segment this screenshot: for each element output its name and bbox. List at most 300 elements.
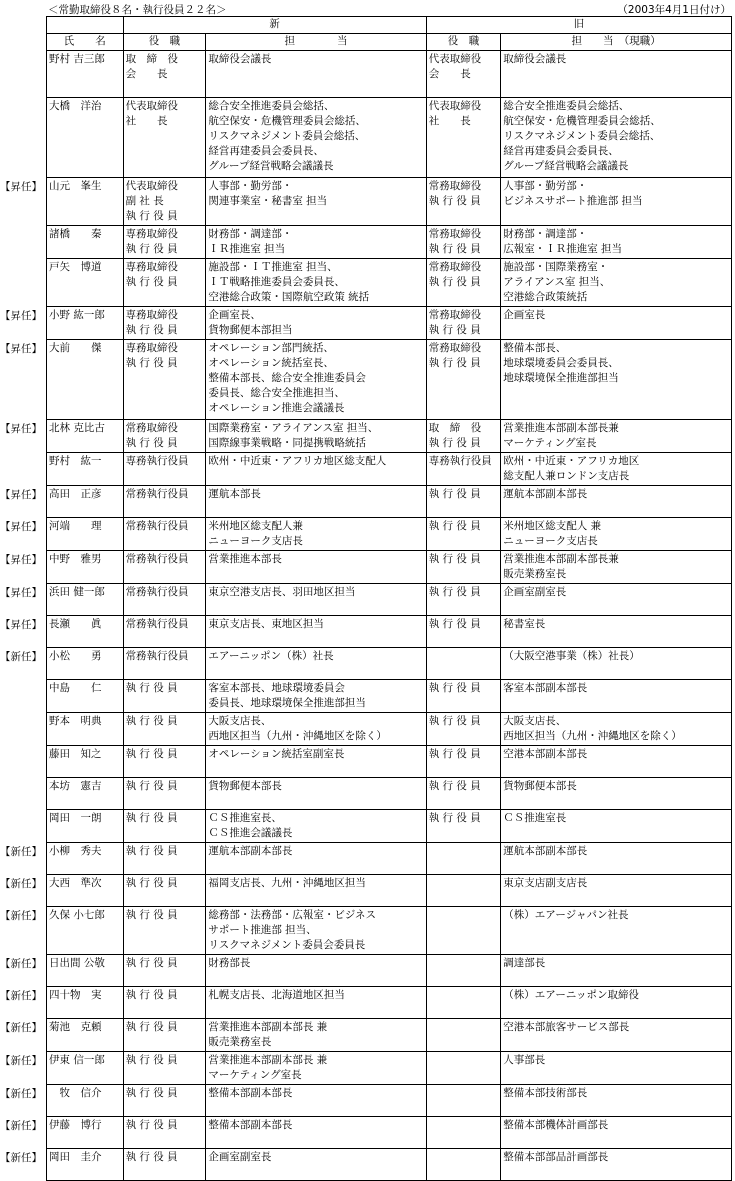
new-duty-cell-text: 福岡支店長、九州・沖縄地区担当 <box>208 877 366 889</box>
old-position-cell-text: 執 行 役 員 <box>428 195 481 207</box>
document-title: ＜常勤取締役８名・執行役員２２名＞ <box>48 4 227 16</box>
new-duty-cell <box>206 1117 426 1149</box>
new-position-cell-text: 執 行 役 員 <box>125 877 178 889</box>
old-duty-cell-text: アライアンス室 担当、 <box>503 276 611 288</box>
name-cell <box>47 584 124 616</box>
old-duty-cell-text: 人事部・勤労部・ <box>503 180 588 192</box>
old-position-cell <box>426 616 501 648</box>
new-duty-cell-text: 企画室長、 <box>208 309 261 321</box>
name-cell <box>47 51 124 98</box>
status-badge: 【新任】 <box>0 1087 42 1100</box>
table-row <box>47 259 732 307</box>
executive-roster-table <box>46 16 732 1181</box>
new-position-cell-text: 執 行 役 員 <box>125 909 178 921</box>
new-duty-cell <box>206 843 426 875</box>
new-duty-cell-text: グループ経営戦略会議議長 <box>208 160 334 172</box>
new-duty-cell <box>206 226 426 259</box>
name-cell <box>47 778 124 810</box>
table-row <box>47 551 732 584</box>
new-duty-cell-text: マーケティング室長 <box>208 1069 302 1081</box>
old-duty-cell <box>501 518 732 551</box>
table-row <box>47 778 732 810</box>
old-duty-cell-text: 西地区担当（九州・沖縄地区を除く） <box>503 730 682 742</box>
table-row <box>47 226 732 259</box>
old-duty-cell-text: 整備本部機体計画部長 <box>503 1119 609 1131</box>
new-position-cell <box>123 680 206 713</box>
old-position-cell-text: 常務取締役 <box>428 342 482 354</box>
old-duty-cell-text: 整備本部部品計画部長 <box>503 1151 609 1163</box>
new-position-cell-text: 執 行 役 員 <box>125 1151 178 1163</box>
new-position-cell-text: 執 行 役 員 <box>125 845 178 857</box>
name-cell <box>47 843 124 875</box>
new-duty-cell <box>206 955 426 987</box>
new-duty-cell-text: 委員長、総合安全推進担当、 <box>208 387 345 399</box>
new-duty-cell-text: オペレーション部門統括、 <box>208 342 334 354</box>
name-cell-text: 牧 信介 <box>49 1087 102 1099</box>
new-duty-cell-text: 国際線事業戦略・同提携戦略統括 <box>208 437 366 449</box>
new-duty-cell-text: 東京支店長、東地区担当 <box>208 618 324 630</box>
old-duty-cell <box>501 1085 732 1117</box>
status-badge: 【新任】 <box>0 1119 42 1132</box>
old-duty-cell <box>501 98 732 178</box>
new-duty-cell-text: 空港総合政策・国際航空政策 統括 <box>208 291 370 303</box>
name-cell <box>47 746 124 778</box>
name-cell-text: 大前 傑 <box>49 342 102 354</box>
name-cell-text: 菊池 克頼 <box>49 1021 102 1033</box>
old-position-cell-text: 執 行 役 員 <box>428 488 481 500</box>
new-position-cell-text: 常務執行役員 <box>125 650 189 662</box>
new-duty-cell <box>206 51 426 98</box>
new-duty-cell-text: リスクマネジメント委員会委員長 <box>208 939 366 951</box>
new-position-cell <box>123 340 206 420</box>
old-position-cell <box>426 987 501 1019</box>
old-duty-cell-text: 営業推進本部副本部長兼 <box>503 553 619 565</box>
old-duty-cell-text: 企画室副室長 <box>503 586 567 598</box>
name-cell-text: 野本 明典 <box>49 715 102 727</box>
old-position-cell-text: 社 長 <box>428 115 471 127</box>
new-duty-cell-text: 販売業務室長 <box>208 1036 272 1048</box>
new-duty-cell-text: 総務部・法務部・広報室・ビジネス <box>208 909 377 921</box>
roster-body <box>47 51 732 1181</box>
old-position-cell <box>426 1019 501 1052</box>
new-position-cell <box>123 453 206 486</box>
old-duty-cell-text: （株）エアージャパン社長 <box>503 909 629 921</box>
name-cell-text: 中島 仁 <box>49 682 102 694</box>
new-duty-cell <box>206 584 426 616</box>
old-position-cell-text: 常務取締役 <box>428 228 482 240</box>
status-badge: 【新任】 <box>0 909 42 922</box>
old-position-cell <box>426 778 501 810</box>
old-position-cell-text: 専務執行役員 <box>428 455 492 467</box>
old-duty-cell <box>501 875 732 907</box>
new-duty-cell-text: リスクマネジメント委員会総括、 <box>208 130 366 142</box>
new-position-cell <box>123 1117 206 1149</box>
new-duty-cell <box>206 551 426 584</box>
new-position-cell-text: 執 行 役 員 <box>125 437 178 449</box>
name-cell <box>47 1019 124 1052</box>
name-cell-text: 久保 小七郎 <box>49 909 105 921</box>
name-cell-text: 山元 峯生 <box>49 180 102 192</box>
table-row <box>47 1019 732 1052</box>
old-duty-cell <box>501 843 732 875</box>
old-position-cell <box>426 713 501 746</box>
name-cell <box>47 340 124 420</box>
old-duty-column-header: 担 当 （現職） <box>501 34 732 51</box>
name-cell-text: 河端 理 <box>49 520 102 532</box>
new-position-cell-text: 執 行 役 員 <box>125 748 178 760</box>
new-duty-cell-text: オペレーション統括室副室長 <box>208 748 345 760</box>
name-cell-text: 小松 勇 <box>49 650 102 662</box>
new-duty-cell <box>206 907 426 955</box>
status-badge: 【昇任】 <box>0 586 42 599</box>
old-position-cell <box>426 307 501 340</box>
name-cell-text: 藤田 知之 <box>49 748 102 760</box>
new-duty-cell-text: 大阪支店長、 <box>208 715 272 727</box>
new-duty-cell-text: 施設部・ＩＴ推進室 担当、 <box>208 261 338 273</box>
old-duty-cell <box>501 746 732 778</box>
new-duty-cell-text: 取締役会議長 <box>208 53 272 65</box>
table-row <box>47 98 732 178</box>
old-duty-cell-text: 総合安全推進委員会総括、 <box>503 100 630 112</box>
new-duty-cell-text: 企画室副室長 <box>208 1151 272 1163</box>
new-position-cell-text: 会 長 <box>125 68 168 80</box>
old-position-cell <box>426 259 501 307</box>
name-cell <box>47 420 124 453</box>
old-duty-cell <box>501 1019 732 1052</box>
new-duty-cell-text: ＣＳ推進会議議長 <box>208 827 293 839</box>
name-cell <box>47 907 124 955</box>
old-position-cell-text: 執 行 役 員 <box>428 357 481 369</box>
table-row <box>47 843 732 875</box>
old-group-header: 旧 <box>426 17 731 34</box>
old-duty-cell <box>501 51 732 98</box>
new-duty-cell-text: 財務部長 <box>208 957 251 969</box>
new-position-cell <box>123 259 206 307</box>
old-duty-cell <box>501 810 732 843</box>
status-badge: 【新任】 <box>0 650 42 663</box>
old-position-cell <box>426 1052 501 1085</box>
old-duty-cell-text: 航空保安・危機管理委員会総括、 <box>503 115 661 127</box>
status-badge: 【昇任】 <box>0 488 42 501</box>
old-duty-cell <box>501 486 732 518</box>
new-position-cell-text: 執 行 役 員 <box>125 243 178 255</box>
new-position-cell-text: 代表取締役 <box>125 180 179 192</box>
name-cell-text: 浜田 健一郎 <box>49 586 105 598</box>
new-position-cell-text: 取 締 役 <box>125 53 179 65</box>
new-position-cell <box>123 648 206 680</box>
name-cell-text: 野村 紘一 <box>49 455 102 467</box>
new-duty-cell-text: 東京空港支店長、羽田地区担当 <box>208 586 356 598</box>
table-row <box>47 713 732 746</box>
old-position-cell-text: 執 行 役 員 <box>428 324 481 336</box>
new-position-cell <box>123 778 206 810</box>
old-duty-cell <box>501 648 732 680</box>
old-position-cell <box>426 518 501 551</box>
old-duty-cell <box>501 551 732 584</box>
table-row <box>47 420 732 453</box>
new-duty-cell-text: 貨物郵便本部長 <box>208 780 282 792</box>
old-position-cell-text: 執 行 役 員 <box>428 682 481 694</box>
old-duty-cell-text: グループ経営戦略会議議長 <box>503 160 629 172</box>
table-row <box>47 1117 732 1149</box>
old-position-cell <box>426 551 501 584</box>
new-duty-cell-text: オペレーション推進会議議長 <box>208 402 345 414</box>
old-position-cell <box>426 746 501 778</box>
name-cell-text: 小柳 秀夫 <box>49 845 102 857</box>
status-badge: 【新任】 <box>0 877 42 890</box>
old-duty-cell <box>501 1052 732 1085</box>
name-cell-text: 北林 克比古 <box>49 422 105 434</box>
name-cell <box>47 648 124 680</box>
old-position-cell <box>426 1085 501 1117</box>
new-position-cell <box>123 178 206 226</box>
new-position-cell <box>123 51 206 98</box>
old-duty-cell-text: 総支配人兼ロンドン支店長 <box>503 470 630 482</box>
table-row <box>47 307 732 340</box>
new-duty-cell <box>206 680 426 713</box>
old-position-cell <box>426 453 501 486</box>
name-cell <box>47 307 124 340</box>
new-position-cell <box>123 713 206 746</box>
old-duty-cell <box>501 584 732 616</box>
new-duty-cell <box>206 648 426 680</box>
new-position-cell <box>123 420 206 453</box>
old-duty-cell-text: 営業推進本部副本部長兼 <box>503 422 619 434</box>
new-position-cell <box>123 486 206 518</box>
name-cell-text: 岡田 圭介 <box>49 1151 102 1163</box>
new-position-cell <box>123 226 206 259</box>
name-cell-text: 中野 雅男 <box>49 553 102 565</box>
name-cell <box>47 486 124 518</box>
new-position-cell <box>123 584 206 616</box>
new-position-cell-text: 執 行 役 員 <box>125 957 178 969</box>
old-position-cell <box>426 226 501 259</box>
name-cell <box>47 453 124 486</box>
old-duty-cell <box>501 307 732 340</box>
table-row <box>47 1052 732 1085</box>
name-cell <box>47 178 124 226</box>
new-duty-cell <box>206 1052 426 1085</box>
new-position-cell <box>123 1019 206 1052</box>
status-badge: 【昇任】 <box>0 520 42 533</box>
new-duty-cell <box>206 875 426 907</box>
old-duty-cell-text: 調達部長 <box>503 957 546 969</box>
blank-header-cell <box>47 17 124 34</box>
name-cell <box>47 1052 124 1085</box>
new-duty-cell-text: ＣＳ推進室長、 <box>208 812 282 824</box>
name-cell <box>47 713 124 746</box>
table-row <box>47 51 732 98</box>
old-duty-cell-text: 空港本部旅客サービス部長 <box>503 1021 630 1033</box>
table-row <box>47 1149 732 1181</box>
old-duty-cell-text: （株）エアーニッポン取締役 <box>503 989 639 1001</box>
name-cell <box>47 680 124 713</box>
new-position-cell <box>123 810 206 843</box>
new-duty-cell-text: オペレーション統括室長、 <box>208 357 334 369</box>
new-duty-cell-text: ＩＴ戦略推進委員会委員長、 <box>208 276 345 288</box>
old-position-cell <box>426 875 501 907</box>
new-duty-cell <box>206 453 426 486</box>
new-position-cell-text: 専務取締役 <box>125 228 179 240</box>
old-position-cell <box>426 98 501 178</box>
new-duty-cell-text: 総合安全推進委員会総括、 <box>208 100 335 112</box>
new-position-cell-text: 専務取締役 <box>125 342 179 354</box>
status-badge: 【昇任】 <box>0 342 42 355</box>
old-duty-cell <box>501 453 732 486</box>
new-duty-cell <box>206 518 426 551</box>
new-position-cell-text: 常務執行役員 <box>125 618 189 630</box>
status-badge: 【昇任】 <box>0 618 42 631</box>
status-badge: 【新任】 <box>0 957 42 970</box>
name-cell-text: 四十物 実 <box>49 989 102 1001</box>
new-duty-cell-text: 札幌支店長、北海道地区担当 <box>208 989 345 1001</box>
new-duty-cell-text: ニューヨーク支店長 <box>208 535 303 547</box>
old-duty-cell-text: 企画室長 <box>503 309 546 321</box>
old-duty-cell-text: 施設部・国際業務室・ <box>503 261 609 273</box>
new-position-cell-text: 代表取締役 <box>125 100 179 112</box>
new-duty-cell <box>206 98 426 178</box>
new-position-cell-text: 専務執行役員 <box>125 455 189 467</box>
old-duty-cell-text: 米州地区総支配人 兼 <box>503 520 602 532</box>
old-duty-cell-text: 秘書室長 <box>503 618 546 630</box>
new-position-cell <box>123 1052 206 1085</box>
new-position-cell-text: 執 行 役 員 <box>125 324 178 336</box>
new-position-cell-text: 専務取締役 <box>125 309 179 321</box>
table-row <box>47 178 732 226</box>
table-row <box>47 746 732 778</box>
new-duty-cell <box>206 987 426 1019</box>
name-cell <box>47 551 124 584</box>
old-position-cell-text: 取 締 役 <box>428 422 482 434</box>
name-cell-text: 日出間 公敬 <box>49 957 105 969</box>
old-duty-cell <box>501 713 732 746</box>
new-duty-cell <box>206 1149 426 1181</box>
new-position-cell-text: 副 社 長 <box>125 195 164 207</box>
old-position-cell-text: 会 長 <box>428 68 471 80</box>
new-position-cell-text: 執 行 役 員 <box>125 780 178 792</box>
status-badge: 【昇任】 <box>0 180 42 193</box>
new-position-cell-text: 社 長 <box>125 115 168 127</box>
new-position-cell-text: 執 行 役 員 <box>125 812 178 824</box>
new-position-cell <box>123 987 206 1019</box>
name-cell-text: 諸橋 秦 <box>49 228 102 240</box>
old-position-cell-text: 常務取締役 <box>428 309 482 321</box>
new-position-cell <box>123 907 206 955</box>
name-cell <box>47 518 124 551</box>
old-duty-cell <box>501 987 732 1019</box>
new-duty-cell <box>206 178 426 226</box>
old-duty-cell <box>501 226 732 259</box>
table-row <box>47 907 732 955</box>
new-position-cell <box>123 746 206 778</box>
table-row <box>47 987 732 1019</box>
table-row <box>47 875 732 907</box>
new-position-cell <box>123 1149 206 1181</box>
new-duty-cell <box>206 340 426 420</box>
name-cell <box>47 616 124 648</box>
status-badge: 【新任】 <box>0 1054 42 1067</box>
old-duty-cell-text: 販売業務室長 <box>503 568 567 580</box>
new-position-cell <box>123 98 206 178</box>
new-position-cell-text: 常務取締役 <box>125 422 179 434</box>
new-duty-cell-text: 米州地区総支配人兼 <box>208 520 303 532</box>
name-cell <box>47 875 124 907</box>
new-duty-cell-text: 運航本部副本部長 <box>208 845 293 857</box>
new-duty-cell-text: 西地区担当（九州・沖縄地区を除く） <box>208 730 387 742</box>
table-row <box>47 810 732 843</box>
old-duty-cell-text: 運航本部副本部長 <box>503 488 588 500</box>
new-duty-cell <box>206 1085 426 1117</box>
status-badge: 【新任】 <box>0 1021 42 1034</box>
new-duty-cell-text: 整備本部長、総合安全推進委員会 <box>208 372 366 384</box>
new-position-cell <box>123 518 206 551</box>
name-cell-text: 野村 吉三郎 <box>49 53 105 65</box>
name-cell-text: 伊東 信一郎 <box>49 1054 105 1066</box>
new-group-header: 新 <box>123 17 426 34</box>
name-cell-text: 長瀬 眞 <box>49 618 102 630</box>
name-cell <box>47 98 124 178</box>
old-position-cell <box>426 486 501 518</box>
old-duty-cell <box>501 1117 732 1149</box>
old-duty-cell-text: 整備本部技術部長 <box>503 1087 588 1099</box>
table-row <box>47 648 732 680</box>
new-duty-cell-text: ＩＲ推進室 担当 <box>208 243 286 255</box>
new-position-cell-text: 常務執行役員 <box>125 488 189 500</box>
old-duty-cell <box>501 178 732 226</box>
new-position-cell-text: 執 行 役 員 <box>125 1021 178 1033</box>
new-duty-cell <box>206 810 426 843</box>
old-position-cell-text: 執 行 役 員 <box>428 553 481 565</box>
name-cell-text: 本坊 憲吉 <box>49 780 102 792</box>
new-duty-cell <box>206 1019 426 1052</box>
old-duty-cell-text: ＣＳ推進室長 <box>503 812 567 824</box>
new-position-cell <box>123 875 206 907</box>
old-position-cell <box>426 1117 501 1149</box>
status-badge: 【昇任】 <box>0 553 42 566</box>
old-duty-cell-text: （大阪空港事業（株）社長） <box>503 650 640 662</box>
new-position-cell <box>123 843 206 875</box>
new-duty-cell-text: 営業推進本部副本部長 兼 <box>208 1021 328 1033</box>
old-position-cell <box>426 680 501 713</box>
old-duty-cell-text: 貨物郵便本部長 <box>503 780 577 792</box>
old-duty-cell <box>501 680 732 713</box>
name-cell <box>47 1117 124 1149</box>
name-cell <box>47 259 124 307</box>
old-duty-cell <box>501 955 732 987</box>
old-position-cell <box>426 648 501 680</box>
old-position-cell <box>426 420 501 453</box>
old-duty-cell-text: 経営再建委員会委員長、 <box>503 145 619 157</box>
new-duty-cell-text: 航空保安・危機管理委員会総括、 <box>208 115 366 127</box>
old-duty-cell-text: 広報室・ＩＲ推進室 担当 <box>503 243 623 255</box>
old-duty-cell <box>501 340 732 420</box>
new-duty-cell <box>206 713 426 746</box>
new-position-cell-text: 執 行 役 員 <box>125 1087 178 1099</box>
new-position-cell-text: 執 行 役 員 <box>125 989 178 1001</box>
old-duty-cell-text: 地球環境委員会委員長、 <box>503 357 619 369</box>
old-duty-cell-text: リスクマネジメント委員会総括、 <box>503 130 661 142</box>
old-position-cell-text: 執 行 役 員 <box>428 715 481 727</box>
old-position-cell <box>426 340 501 420</box>
new-position-cell-text: 執 行 役 員 <box>125 682 178 694</box>
new-position-cell-text: 執 行 役 員 <box>125 1119 178 1131</box>
old-position-cell-text: 執 行 役 員 <box>428 780 481 792</box>
effective-date: （2003年4月1日付け） <box>617 4 731 16</box>
new-position-cell-text: 専務取締役 <box>125 261 179 273</box>
table-row <box>47 955 732 987</box>
old-position-cell <box>426 843 501 875</box>
old-duty-cell-text: 大阪支店長、 <box>503 715 567 727</box>
